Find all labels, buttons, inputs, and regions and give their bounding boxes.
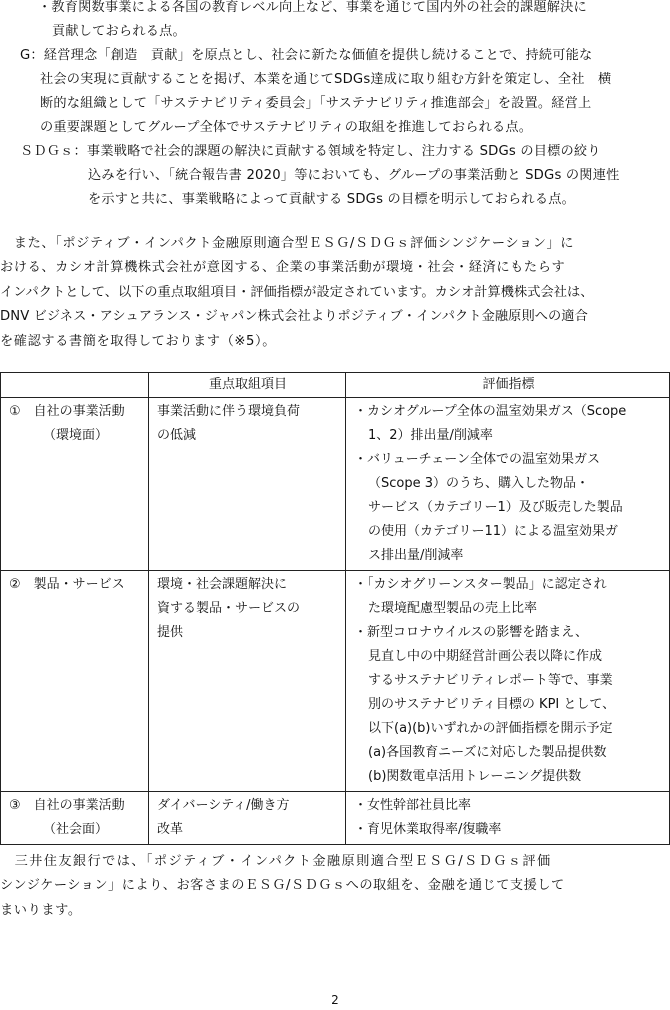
paragraph-intro-line-1: また、「ポジティブ・インパクト金融原則適合型ＥＳＧ/ＳＤＧｓ評価シンジケーション」に xyxy=(0,236,575,251)
g-item-line-3: 断的な組織として「サステナビリティ委員会」「サステナビリティ推進部会」を設置。経営上 xyxy=(40,96,592,111)
table-cell-category xyxy=(1,571,149,792)
g-item-line-4: の重要課題としてグループ全体でサステナビリティの取組を推進しておられる点。 xyxy=(40,120,533,135)
indicator-line: ・女性幹部社員比率 xyxy=(354,798,472,813)
paragraph-intro-line-4: DNV ビジネス・アシュアランス・ジャパン株式会社よりポジティブ・インパクト金融原則への適合 xyxy=(0,309,588,325)
table-row xyxy=(1,398,670,571)
table-row xyxy=(1,792,670,845)
paragraph-closing-line-2: シンジケーション」により、お客さまのＥＳＧ/ＳＤＧｓへの取組を、金融を通じて支援して xyxy=(0,878,565,894)
indicator-line: ・カシオグループ全体の温室効果ガス（Scope xyxy=(354,404,627,419)
indicator-line: の使用（カテゴリー11）による温室効果ガ xyxy=(368,524,619,539)
item-line: 改革 xyxy=(157,822,184,837)
table-cell-item xyxy=(149,398,346,571)
category-line: （社会面） xyxy=(43,822,109,837)
table-cell-item xyxy=(149,571,346,792)
table-cell-category xyxy=(1,398,149,571)
page-number: 2 xyxy=(331,993,339,1007)
indicator-line: (a)各国教育ニーズに対応した製品提供数 xyxy=(368,745,607,760)
paragraph-intro xyxy=(0,232,670,354)
paragraph-closing xyxy=(0,850,670,923)
sdgs-item-line-2: 込みを行い、「統合報告書 2020」等においても、グループの事業活動と SDGs の関連性 xyxy=(88,168,620,183)
table-row xyxy=(1,571,670,792)
item-line: 提供 xyxy=(157,625,184,640)
indicator-line: （Scope 3）のうち、購入した物品・ xyxy=(368,476,590,491)
item-line: 資する製品・サービスの xyxy=(157,601,301,616)
indicator-line: ・バリューチェーン全体での温室効果ガス xyxy=(354,452,600,467)
g-item-line-2: 社会の実現に貢献することを掲げ、本業を通じてSDGs達成に取り組む方針を策定し、全社 横 xyxy=(40,72,612,87)
indicator-line: 別のサステナビリティ目標の KPI として、 xyxy=(368,697,616,712)
category-line: ③ 自社の事業活動 xyxy=(9,798,125,813)
paragraph-intro-line-5: を確認する書簡を取得しております（※5）。 xyxy=(0,333,277,349)
paragraph-intro-line-2: おける、カシオ計算機株式会社が意図する、企業の事業活動が環境・社会・経済にもたらす xyxy=(0,260,566,276)
table-header-indicator: 評価指標 xyxy=(346,373,670,398)
intro-bullet-line-1: ・教育関数事業による各国の教育レベル向上など、事業を通じて国内外の社会的課題解決に xyxy=(38,0,587,15)
indicator-line: するサステナビリティレポート等で、事業 xyxy=(368,673,613,688)
g-item-line-1: G：経営理念「創造 貢献」を原点とし、社会に新たな価値を提供し続けることで、持続可能な xyxy=(20,48,593,63)
paragraph-intro-line-3: インパクトとして、以下の重点取組項目・評価指標が設定されています。カシオ計算機株式会社は、 xyxy=(0,284,594,300)
indicator-line: ス排出量/削減率 xyxy=(368,548,464,563)
indicator-line: ・新型コロナウイルスの影響を踏まえ、 xyxy=(354,625,589,640)
item-line: ダイバーシティ/働き方 xyxy=(157,798,290,813)
table-cell-indicator xyxy=(346,398,670,571)
sdgs-item-line-1: ＳＤＧｓ：事業戦略で社会的課題の解決に貢献する領域を特定し、注力する SDGs の目標の絞り xyxy=(20,144,601,159)
indicator-line: サービス（カテゴリー1）及び販売した製品 xyxy=(368,500,623,515)
indicator-line: 1、2）排出量/削減率 xyxy=(368,428,493,443)
intro-bullet-line-2: 貢献しておられる点。 xyxy=(52,24,186,39)
evaluation-table xyxy=(0,372,670,845)
sdgs-item-line-3: を示すと共に、事業戦略によって貢献する SDGs の目標を明示しておられる点。 xyxy=(88,192,575,207)
indicator-line: 見直し中の中期経営計画公表以降に作成 xyxy=(368,649,603,664)
category-line: （環境面） xyxy=(43,428,109,443)
category-line: ② 製品・サービス xyxy=(9,577,125,592)
indicator-line: 以下(a)(b)いずれかの評価指標を開示予定 xyxy=(368,721,613,736)
indicator-line: ・「カシオグリーンスター製品」に認定され xyxy=(354,577,607,592)
category-line: ① 自社の事業活動 xyxy=(9,404,125,419)
table-cell-indicator xyxy=(346,571,670,792)
indicator-line: た環境配慮型製品の売上比率 xyxy=(368,601,538,616)
table-header-category xyxy=(1,373,149,398)
table-cell-item xyxy=(149,792,346,845)
item-line: 事業活動に伴う環境負荷 xyxy=(157,404,301,419)
item-line: の低減 xyxy=(157,428,197,443)
indicator-line: (b)関数電卓活用トレーニング提供数 xyxy=(368,769,582,784)
table-cell-indicator xyxy=(346,792,670,845)
table-cell-category xyxy=(1,792,149,845)
paragraph-closing-line-3: まいります。 xyxy=(0,902,82,918)
indicator-line: ・育児休業取得率/復職率 xyxy=(354,822,502,837)
table-header-row xyxy=(1,373,670,398)
paragraph-closing-line-1: 三井住友銀行では、「ポジティブ・インパクト金融原則適合型ＥＳＧ/ＳＤＧｓ評価 xyxy=(0,854,552,869)
table-header-item: 重点取組項目 xyxy=(149,373,346,398)
item-line: 環境・社会課題解決に xyxy=(157,577,288,592)
